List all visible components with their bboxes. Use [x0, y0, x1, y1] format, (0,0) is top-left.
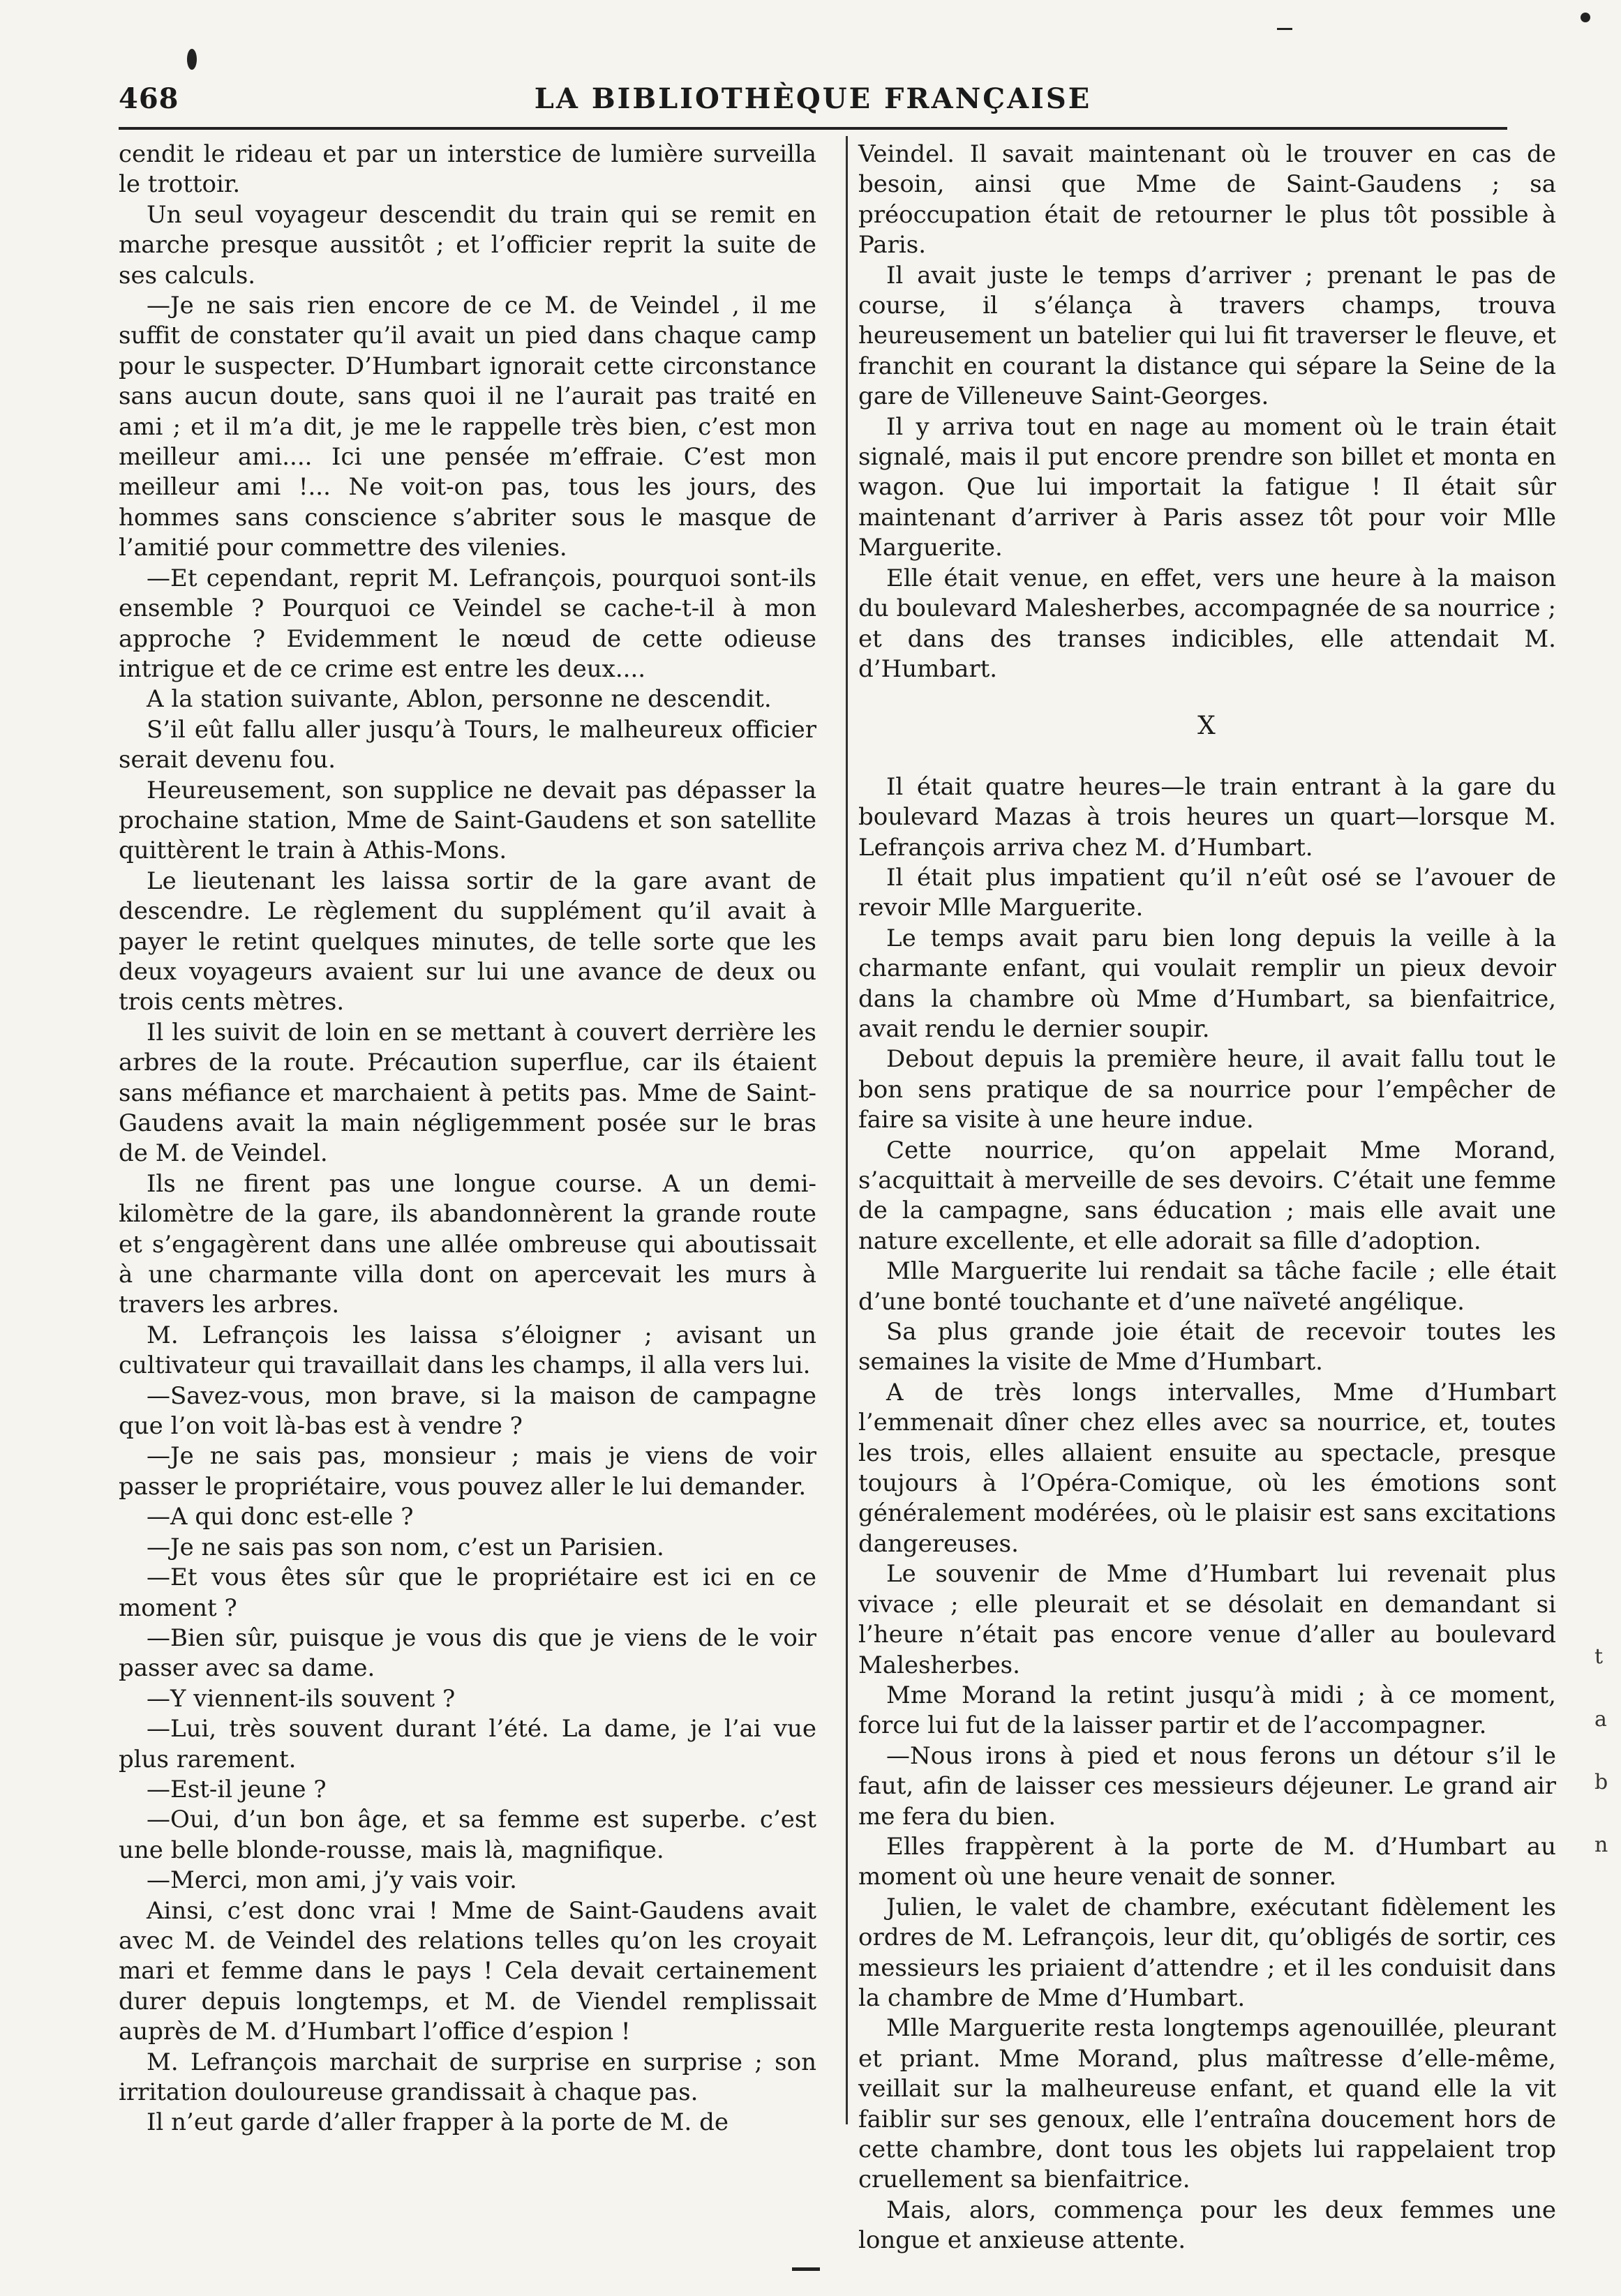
paragraph: —Nous irons à pied et nous ferons un détour s’il le faut, afin de laisser ces messieurs déjeuner. Le grand air me fera du bien. — [858, 1741, 1556, 1831]
page-number: 468 — [119, 82, 179, 115]
paragraph: Un seul voyageur descendit du train qui se remit en marche presque aussitôt ; et l’officier reprit la suite de ses calculs. — [119, 200, 816, 290]
paragraph: Ils ne firent pas une longue course. A un demi-kilomètre de la gare, ils abandonnèrent la grande route et s’engagèrent dans une allée ombreuse qui aboutissait à une charmante villa dont on apercevait les murs à travers les arbres. — [119, 1169, 816, 1319]
left-column — [119, 140, 816, 2138]
ink-speck — [1581, 13, 1590, 22]
paragraph: Heureusement, son supplice ne devait pas dépasser la prochaine station, Mme de Saint-Gaudens et son satellite quittèrent le train à Athis-Mons. — [119, 776, 816, 865]
paragraph: Le souvenir de Mme d’Humbart lui revenait plus vivace ; elle pleurait et se désolait en demandant si l’heure n’était pas encore venue d’aller au boulevard Malesherbes. — [858, 1560, 1556, 1679]
paragraph: Le lieutenant les laissa sortir de la gare avant de descendre. Le règlement du supplément qu’il avait à payer le retint quelques minutes, de telle sorte que les deux voyageurs avaient sur lui une avance de deux ou trois cents mètres. — [119, 866, 816, 1016]
margin-letters — [1594, 1626, 1615, 1877]
ink-speck — [1277, 28, 1292, 30]
paragraph: —Merci, mon ami, j’y vais voir. — [147, 1866, 517, 1895]
margin-letter: b — [1594, 1770, 1608, 1794]
paragraph: —Et cependant, reprit M. Lefrançois, pourquoi sont-ils ensemble ? Pourquoi ce Veindel se cache-t-il à mon approche ? Evidemment le nœud de cette odieuse intrigue et de ce crime est entre les deux.... — [119, 564, 816, 683]
paragraph: Il était quatre heures—le train entrant à la gare du boulevard Mazas à trois heures un quart—lorsque M. Lefrançois arriva chez M. d’Humbart. — [858, 772, 1556, 862]
paragraph: —Je ne sais rien encore de ce M. de Veindel , il me suffit de constater qu’il avait un pied dans chaque camp pour le suspecter. D’Humbart ignorait cette circonstance sans aucun doute, sans quoi il ne l’aurait pas traité en ami ; et il m’a dit, je me le rappelle très bien, c’est mon meilleur ami.... Ici une pensée m’effraie. C’est mon meilleur ami !... Ne voit-on pas, tous les jours, des hommes sans conscience s’abriter sous le masque de l’amitié pour commettre des vilenies. — [119, 292, 816, 562]
paragraph: —Je ne sais pas, monsieur ; mais je viens de voir passer le propriétaire, vous pouvez aller le lui demander. — [119, 1442, 816, 1501]
column-divider — [846, 136, 848, 2124]
paragraph: Sa plus grande joie était de recevoir toutes les semaines la visite de Mme d’Humbart. — [858, 1318, 1556, 1376]
margin-letter: a — [1594, 1707, 1607, 1732]
paragraph: Il n’eut garde d’aller frapper à la porte de M. de — [147, 2108, 729, 2137]
paragraph: M. Lefrançois les laissa s’éloigner ; avisant un cultivateur qui travaillait dans les champs, il alla vers lui. — [119, 1321, 816, 1380]
header-rule — [119, 127, 1507, 130]
paragraph: —Je ne sais pas son nom, c’est un Parisien. — [147, 1533, 664, 1561]
paragraph: Elles frappèrent à la porte de M. d’Humbart au moment où une heure venait de sonner. — [858, 1832, 1556, 1891]
paragraph: Julien, le valet de chambre, exécutant fidèlement les ordres de M. Lefrançois, leur dit, qu’obligés de sortir, ces messieurs les priaient d’attendre ; et il les conduisit dans la chambre de Mme d’Humbart. — [858, 1893, 1556, 2012]
paragraph: S’il eût fallu aller jusqu’à Tours, le malheureux officier serait devenu fou. — [119, 715, 816, 774]
paragraph: —Oui, d’un bon âge, et sa femme est superbe. c’est une belle blonde-rousse, mais là, magnifique. — [119, 1806, 816, 1864]
running-title: LA BIBLIOTHÈQUE FRANÇAISE — [534, 82, 1092, 115]
paragraph: Mais, alors, commença pour les deux femmes une longue et anxieuse attente. — [858, 2196, 1556, 2255]
paragraph: Il les suivit de loin en se mettant à couvert derrière les arbres de la route. Précaution superflue, car ils étaient sans méfiance et marchaient à petits pas. Mme de Saint-Gaudens avait la main négligemment posée sur le bras de M. de Veindel. — [119, 1018, 816, 1168]
paragraph: Ainsi, c’est donc vrai ! Mme de Saint-Gaudens avait avec M. de Veindel des relations telles qu’on les croyait mari et femme dans le pays ! Cela devait certainement durer depuis longtemps, et M. de Viendel remplissait auprès de M. d’Humbart l’office d’espion ! — [119, 1896, 816, 2046]
paragraph: —A qui donc est-elle ? — [147, 1503, 414, 1531]
paragraph: A la station suivante, Ablon, personne ne descendit. — [147, 685, 772, 714]
paragraph: Veindel. Il savait maintenant où le trouver en cas de besoin, ainsi que Mme de Saint-Gaudens ; sa préoccupation était de retourner le plus tôt possible à Paris. — [858, 140, 1556, 260]
paragraph: Il avait juste le temps d’arriver ; prenant le pas de course, il s’élança à travers champs, trouva heureusement un batelier qui lui fit traverser le fleuve, et franchit en courant la distance qui sépare la Seine de la gare de Villeneuve Saint-Georges. — [858, 261, 1556, 411]
ink-speck — [792, 2267, 820, 2271]
paragraph: Debout depuis la première heure, il avait fallu tout le bon sens pratique de sa nourrice pour l’empêcher de faire sa visite à une heure indue. — [858, 1045, 1556, 1134]
paragraph: Il y arriva tout en nage au moment où le train était signalé, mais il put encore prendre son billet et monta en wagon. Que lui importait la fatigue ! Il était sûr maintenant d’arriver à Paris assez tôt pour voir Mlle Marguerite. — [858, 412, 1556, 562]
right-column — [858, 140, 1556, 2256]
page-header — [119, 82, 1507, 124]
paragraph: —Bien sûr, puisque je vous dis que je viens de le voir passer avec sa dame. — [119, 1623, 816, 1683]
paragraph: —Savez-vous, mon brave, si la maison de campagne que l’on voit là-bas est à vendre ? — [119, 1381, 816, 1441]
paragraph: cendit le rideau et par un interstice de lumière surveilla le trottoir. — [119, 140, 816, 199]
paragraph: —Y viennent-ils souvent ? — [147, 1684, 456, 1713]
paragraph: Cette nourrice, qu’on appelait Mme Morand, s’acquittait à merveille de ses devoirs. C’était une femme de la campagne, sans éducation ; mais elle avait une nature excellente, et elle adorait sa fille d’adoption. — [858, 1136, 1556, 1255]
paragraph: Elle était venue, en effet, vers une heure à la maison du boulevard Malesherbes, accompagnée de sa nourrice ; et dans des transes indicibles, elle attendait M. d’Humbart. — [858, 564, 1556, 683]
paragraph: M. Lefrançois marchait de surprise en surprise ; son irritation douloureuse grandissait à chaque pas. — [119, 2048, 816, 2106]
paragraph: —Est-il jeune ? — [147, 1775, 327, 1803]
paragraph: —Et vous êtes sûr que le propriétaire est ici en ce moment ? — [119, 1563, 816, 1622]
paragraph: Le temps avait paru bien long depuis la veille à la charmante enfant, qui voulait remplir un pieux devoir dans la chambre où Mme d’Humbart, sa bienfaitrice, avait rendu le dernier soupir. — [858, 924, 1556, 1043]
chapter-heading: X — [1197, 712, 1217, 741]
paragraph: Mlle Marguerite resta longtemps agenouillée, pleurant et priant. Mme Morand, plus maîtresse d’elle-même, veillait sur la malheureuse enfant, et quand elle la vit faiblir sur ses genoux, elle l’entraîna doucement hors de cette chambre, dont tous les objets lui rappelaient trop cruellement sa bienfaitrice. — [858, 2014, 1556, 2194]
paragraph: —Lui, très souvent durant l’été. La dame, je l’ai vue plus rarement. — [119, 1715, 816, 1773]
margin-letter: n — [1594, 1833, 1608, 1857]
margin-letter: t — [1594, 1644, 1604, 1669]
paragraph: Il était plus impatient qu’il n’eût osé se l’avouer de revoir Mlle Marguerite. — [858, 863, 1556, 922]
ink-speck — [187, 49, 197, 70]
paragraph: Mlle Marguerite lui rendait sa tâche facile ; elle était d’une bonté touchante et d’une naïveté angélique. — [858, 1257, 1556, 1316]
paragraph: Mme Morand la retint jusqu’à midi ; à ce moment, force lui fut de la laisser partir et de l’accompagner. — [858, 1681, 1556, 1740]
paragraph: A de très longs intervalles, Mme d’Humbart l’emmenait dîner chez elles avec sa nourrice, et, toutes les trois, elles allaient ensuite au spectacle, presque toujours à l’Opéra-Comique, où les émotions sont généralement modérées, où le plaisir est sans excitations dangereuses. — [858, 1378, 1556, 1558]
